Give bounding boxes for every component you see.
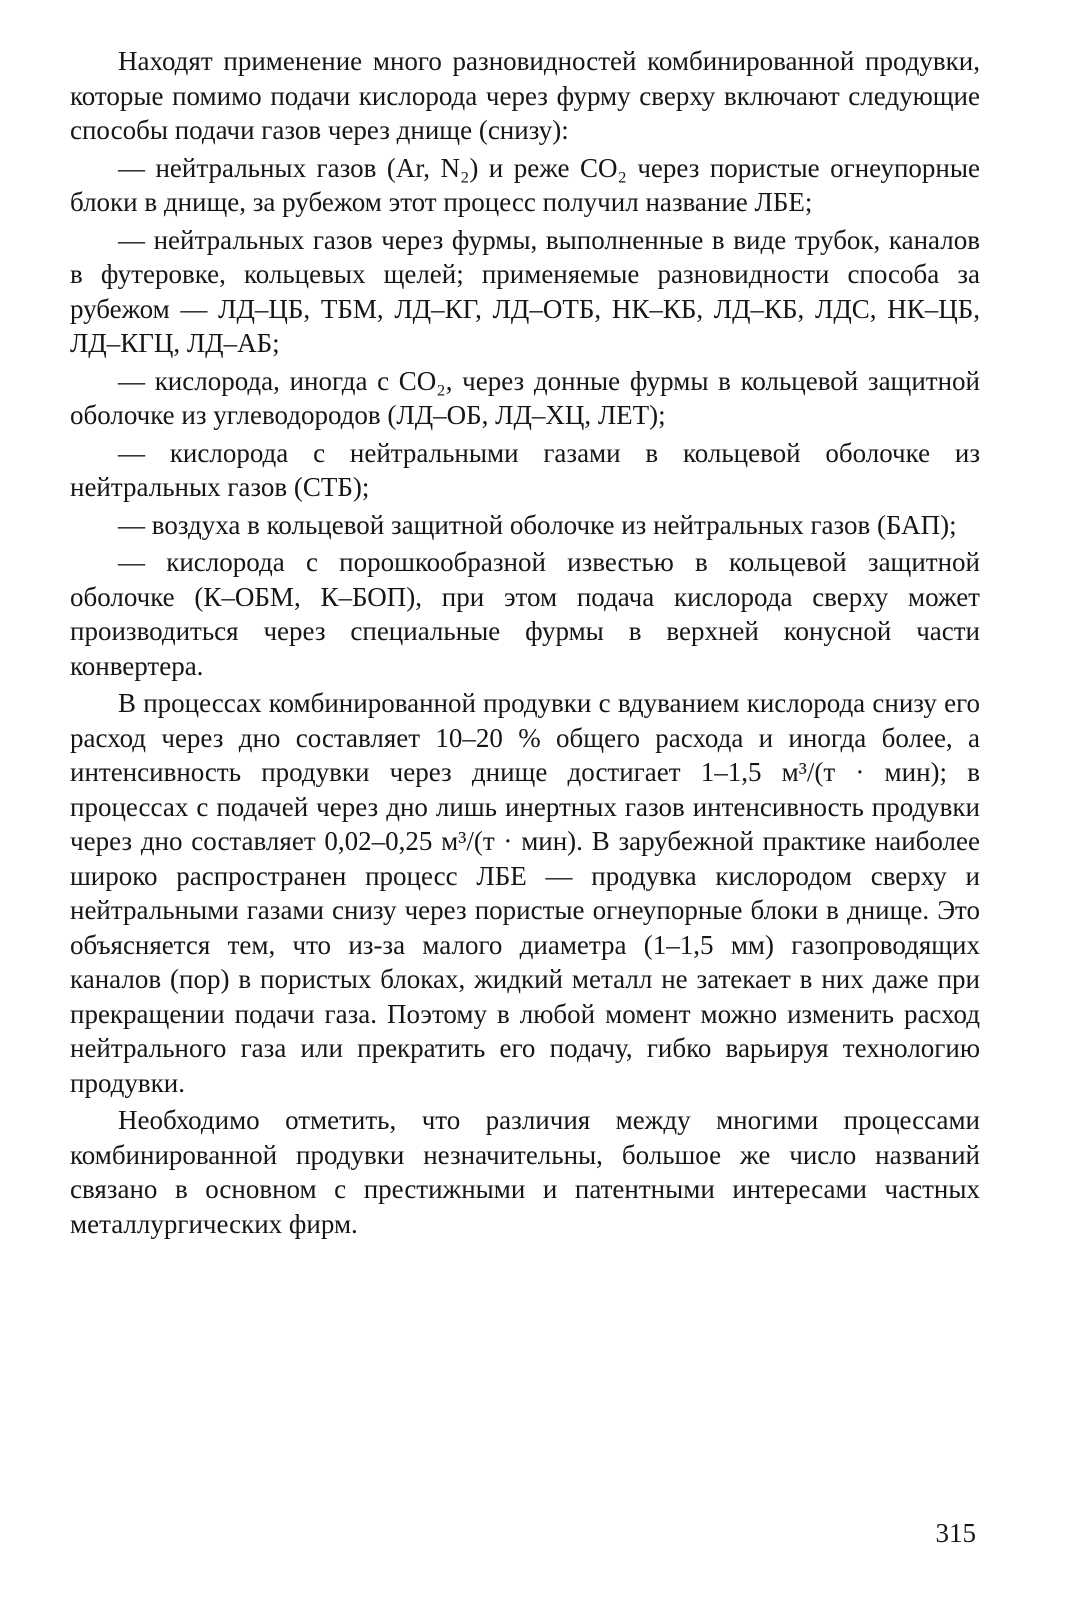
- page-body: [70, 44, 980, 1241]
- list-item-oxygen-neutral: — кислорода с нейтральными газами в кольцевой оболочке из нейтральных газов (СТБ);: [70, 437, 980, 502]
- list-item-lbe: — нейтральных газов (Ar, N₂) и реже CO₂ через пористые огнеупорные блоки в днище, за рубежом этот процесс получил название ЛБЕ;: [70, 152, 980, 217]
- paragraph-conclusion: Необходимо отметить, что различия между многими процессами комбинированной продувки незначительны, большое же число названий связано в основном с престижными и патентными интересами частных металлургических фирм.: [70, 1105, 980, 1239]
- list-item-tuyeres: — нейтральных газов через фурмы, выполненные в виде трубок, каналов в футеровке, кольцевых щелей; применяемые разновидности способа за рубежом — ЛД–ЦБ, ТБМ, ЛД–КГ, ЛД–ОТБ, НК–КБ, ЛД–КБ, ЛДС, НК–ЦБ, ЛД–КГЦ, ЛД–АБ;: [70, 224, 980, 358]
- paragraph-intro: Находят применение много разновидностей комбинированной продувки, которые помимо подачи кислорода через фурму сверху включают следующие способы подачи газов через днище (снизу):: [70, 46, 980, 145]
- page-number: 315: [935, 1518, 976, 1548]
- paragraph-process-details: В процессах комбинированной продувки с вдуванием кислорода снизу его расход через дно составляет 10–20 % общего расхода и иногда более, а интенсивность продувки через днище достигает 1–1,5 м³/(т · мин); в процессах с подачей через дно лишь инертных газов интенсивность продувки через дно составляет 0,02–0,25 м³/(т · мин). В зарубежной практике наиболее широко распространен процесс ЛБЕ — продувка кислородом сверху и нейтральными газами снизу через пористые огнеупорные блоки в днище. Это объясняется тем, что из-за малого диаметра (1–1,5 мм) газопроводящих каналов (пор) в пористых блоках, жидкий металл не затекает в них даже при прекращении подачи газа. Поэтому в любой момент можно изменить расход нейтрального газа или прекратить его подачу, гибко варьируя технологию продувки.: [70, 688, 980, 1098]
- list-item-oxygen-hydrocarbon: — кислорода, иногда с CO₂, через донные фурмы в кольцевой защитной оболочке из углеводородов (ЛД–ОБ, ЛД–ХЦ, ЛЕТ);: [70, 365, 980, 430]
- list-item-air: — воздуха в кольцевой защитной оболочке из нейтральных газов (БАП);: [118, 509, 957, 540]
- list-item-lime-powder: — кислорода с порошкообразной известью в кольцевой защитной оболочке (К–ОБМ, К–БОП), при этом подача кислорода сверху может производиться через специальные фурмы в верхней конусной части конвертера.: [70, 547, 980, 681]
